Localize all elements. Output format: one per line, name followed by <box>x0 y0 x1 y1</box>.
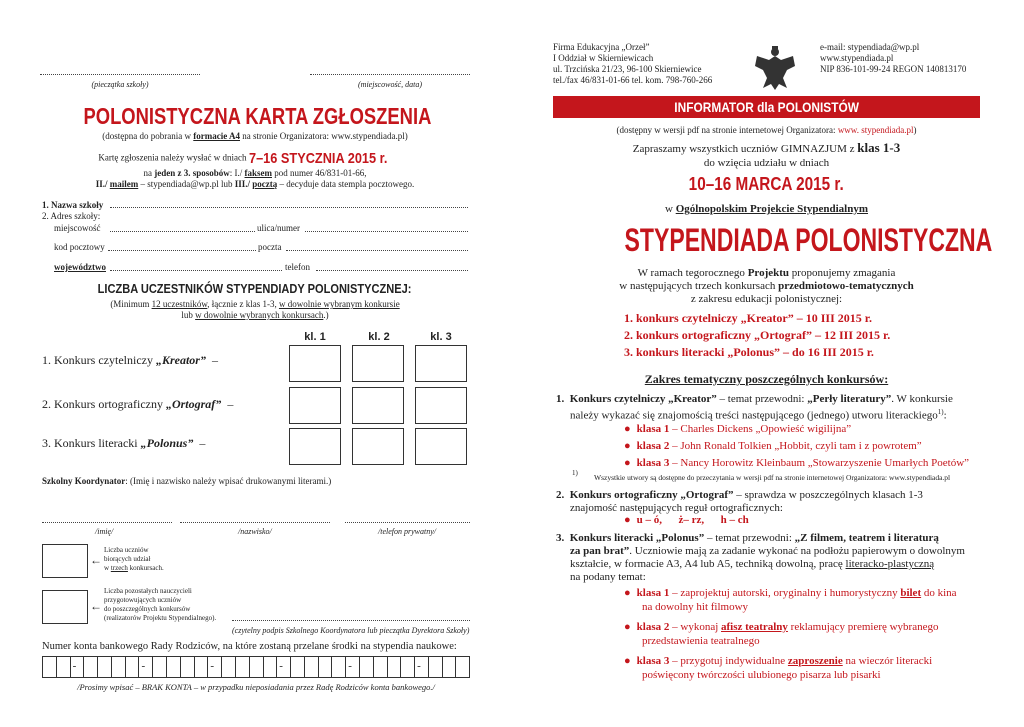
send-instructions: Kartę zgłoszenia należy wysłać w dniach 7–16 STYCZNIA 2015 r. <box>98 150 388 167</box>
street-field[interactable] <box>305 231 468 232</box>
account-cell[interactable] <box>153 657 167 677</box>
account-cell[interactable] <box>388 657 402 677</box>
account-cell[interactable] <box>195 657 209 677</box>
coordinator-label: Szkolny Koordynator: (Imię i nazwisko należy wpisać drukowanymi literami.) <box>42 476 332 486</box>
arrow-left-icon: ← <box>90 553 102 567</box>
account-cell[interactable] <box>443 657 457 677</box>
account-cell[interactable] <box>346 657 360 677</box>
art-task-continuation: przedstawienia teatralnego <box>642 635 760 647</box>
surname-label: /nazwisko/ <box>238 527 272 536</box>
signature-label: (czytelny podpis Szkolnego Koordynatora lub pieczątka Dyrektora Szkoły) <box>232 626 470 635</box>
reading-item: ● klasa 3 – Nancy Horowitz Kleinbaum „Stowarzyszenie Umarłych Poetów” <box>624 457 970 469</box>
phone-label: telefon <box>285 262 310 272</box>
account-cell[interactable] <box>208 657 222 677</box>
contest2-class1-box[interactable] <box>289 387 341 424</box>
participants-title: LICZBA UCZESTNIKÓW STYPENDIADY POLONISTYCZNEJ: <box>98 281 412 296</box>
reading-list <box>624 421 969 472</box>
contest1-class2-box[interactable] <box>352 345 404 382</box>
account-cell[interactable] <box>181 657 195 677</box>
place-date-line <box>310 74 470 75</box>
art-tasks <box>624 586 980 682</box>
teachers-box-note: Liczba pozostałych nauczycieli przygotowujących uczniów do poszczególnych konkursów (realizatorów Projektu Stypendialnego). <box>104 587 217 622</box>
account-cell[interactable] <box>305 657 319 677</box>
school-address-label: 2. Adres szkoły: <box>42 211 101 221</box>
send-methods-line2: II./ mailem – stypendiada@wp.pl lub III./ pocztą – decyduje data stempla pocztowego. <box>95 179 415 189</box>
account-cell[interactable] <box>71 657 85 677</box>
account-cell[interactable] <box>374 657 388 677</box>
teachers-box[interactable] <box>42 590 88 624</box>
send-methods-line: na jeden z 3. sposobów: I./ faksem pod numer 46/831-01-66, <box>143 168 367 178</box>
participants-note2: lub w dowolnie wybranych konkursach.) <box>181 310 329 320</box>
send-dates: 7–16 STYCZNIA 2015 r. <box>248 150 388 167</box>
eagle-emblem-icon <box>753 44 797 94</box>
post-field[interactable] <box>286 250 468 251</box>
scope-title: Zakres tematyczny poszczególnych konkursów: <box>644 372 889 386</box>
scope-section-3: 3. Konkurs literacki „Polonus” – temat przewodni: „Z filmem, teatrem i literaturą za pan brat”. Uczniowie mają za zadanie wykonać na podłożu papierowym o dowolnym kształcie, w formacie A3, A4 lub A5, techniką dowolną, pracę literacko-plastyczną na podany temat: <box>556 532 965 583</box>
bank-account-field[interactable] <box>42 656 470 678</box>
contest1-class1-box[interactable] <box>289 345 341 382</box>
account-cell[interactable] <box>360 657 374 677</box>
contest1-class3-box[interactable] <box>415 345 467 382</box>
stamp-line <box>40 74 200 75</box>
contest3-class2-box[interactable] <box>352 428 404 465</box>
account-cell[interactable] <box>277 657 291 677</box>
intro-text: W ramach tegorocznego Projektu proponujemy zmagania w następujących trzech konkursach przedmiotowo-tematycznych z zakresu edukacji polonistycznej: <box>619 267 914 305</box>
students-three-contests-box[interactable] <box>42 544 88 578</box>
voivodeship-field[interactable] <box>110 270 282 271</box>
school-name-label: 1. Nazwa szkoły <box>42 200 104 210</box>
coordinator-name-field[interactable] <box>42 522 172 523</box>
contest3-class3-box[interactable] <box>415 428 467 465</box>
place-date-label: (miejscowość, data) <box>358 80 422 89</box>
art-task-continuation: na dowolny hit filmowy <box>642 601 749 613</box>
participants-note: (Minimum 12 uczestników, łącznie z klas 1-3, w dowolnie wybranym konkursie <box>110 299 400 309</box>
main-title: STYPENDIADA POLONISTYCZNA <box>624 222 993 258</box>
city-label: miejscowość <box>54 223 101 233</box>
account-note: /Prosimy wpisać – BRAK KONTA – w przypadku nieposiadania przez Radę Rodziców konta bankowego./ <box>77 682 435 692</box>
footnote-num: 1) <box>572 469 578 477</box>
invite-line2: do wzięcia udziału w dniach <box>703 157 830 169</box>
pdf-note: (dostępny w wersji pdf na stronie internetowej Organizatora: www. stypendiada.pl) <box>616 125 917 135</box>
firm-info: Firma Edukacyjna „Orzeł” I Oddział w Skierniewicach ul. Trzcińska 21/23, 96-100 Skierniewice tel./fax 46/831-01-66 tel. kom. 798-760-266 <box>553 42 713 85</box>
project-line: w Ogólnopolskim Projekcie Stypendialnym <box>664 203 869 215</box>
reading-item: ● klasa 1 – Charles Dickens „Opowieść wigilijna” <box>624 423 852 435</box>
account-cell[interactable] <box>112 657 126 677</box>
account-cell[interactable] <box>126 657 140 677</box>
voivodeship-label: województwo <box>54 262 106 272</box>
account-label: Numer konta bankowego Rady Rodziców, na które zostaną przelane środki na stypendia naukowe: <box>42 641 457 652</box>
col-class1: kl. 1 <box>304 331 326 343</box>
account-cell[interactable] <box>98 657 112 677</box>
account-cell[interactable] <box>332 657 346 677</box>
account-cell[interactable] <box>43 657 57 677</box>
contest3-label: 3. Konkurs literacki „Polonus” – <box>42 436 206 450</box>
account-cell[interactable] <box>84 657 98 677</box>
account-cell[interactable] <box>264 657 278 677</box>
account-cell[interactable] <box>222 657 236 677</box>
city-field[interactable] <box>110 231 255 232</box>
contest2-class3-box[interactable] <box>415 387 467 424</box>
invite-line: Zapraszamy wszystkich uczniów GIMNAZJUM z klas 1-3 <box>632 140 901 155</box>
informator-banner: INFORMATOR dla POLONISTÓW <box>553 96 980 118</box>
col-class2: kl. 2 <box>368 331 390 343</box>
account-cell[interactable] <box>456 657 469 677</box>
coordinator-surname-field[interactable] <box>180 522 330 523</box>
ortho-rules: ● u – ó, ż– rz, h – ch <box>624 514 749 526</box>
scope-section-2: 2. Konkurs ortograficzny „Ortograf” – sprawdza w poszczególnych klasach 1-3 znajomość następujących reguł ortograficznych: <box>556 489 923 514</box>
form-title: POLONISTYCZNA KARTA ZGŁOSZENIA <box>83 103 432 129</box>
col-class3: kl. 3 <box>430 331 452 343</box>
phone-field[interactable] <box>316 270 468 271</box>
post-label: poczta <box>258 242 282 252</box>
art-task-item: ● klasa 3 – przygotuj indywidualne zaproszenie na wieczór literacki <box>624 655 933 667</box>
account-cell[interactable] <box>319 657 333 677</box>
contest1-label: 1. Konkurs czytelniczy „Kreator” – <box>42 353 218 367</box>
name-label: /imię/ <box>95 527 114 536</box>
contest3-class1-box[interactable] <box>289 428 341 465</box>
contest-dates: 10–16 MARCA 2015 r. <box>688 174 845 194</box>
contest-list-item: 1. konkurs czytelniczy „Kreator” – 10 III 2015 r. <box>624 311 872 325</box>
stamp-label: (pieczątka szkoły) <box>91 80 149 89</box>
coordinator-phone-field[interactable] <box>345 522 470 523</box>
school-name-field[interactable] <box>110 207 468 208</box>
contact-info: e-mail: stypendiada@wp.pl www.stypendiada.pl NIP 836-101-99-24 REGON 140813170 <box>820 42 967 74</box>
account-cell[interactable] <box>401 657 415 677</box>
zip-field[interactable] <box>108 250 256 251</box>
contest2-label: 2. Konkurs ortograficzny „Ortograf” – <box>42 397 234 411</box>
account-cell[interactable] <box>57 657 71 677</box>
signature-line[interactable] <box>232 620 470 621</box>
contest-list-item: 2. konkurs ortograficzny „Ortograf” – 12 III 2015 r. <box>624 328 891 342</box>
account-cell[interactable] <box>139 657 153 677</box>
footnote: Wszystkie utwory są dostępne do przeczytania w wersji pdf na stronie internetowej Organizatora: www.stypendiada.pl <box>594 473 951 482</box>
account-cell[interactable] <box>250 657 264 677</box>
art-task-item: ● klasa 2 – wykonaj afisz teatralny reklamujący premierę wybranego <box>624 621 939 633</box>
account-cell[interactable] <box>429 657 443 677</box>
account-cell[interactable] <box>236 657 250 677</box>
account-cell[interactable] <box>167 657 181 677</box>
download-format-link[interactable]: formacie A4 <box>193 131 240 141</box>
reading-item: ● klasa 2 – John Ronald Tolkien „Hobbit, czyli tam i z powrotem” <box>624 440 922 452</box>
scope-section-1: 1. Konkurs czytelniczy „Kreator” – temat przewodni: „Perły literatury”. W konkursie należy wykazać się znajomością treści następującego (jednego) utworu literackiego$^{1)}$: <box>556 393 953 422</box>
students-box-note: Liczba uczniów biorących udział w trzech konkursach. <box>104 546 164 572</box>
download-note: (dostępna do pobrania w formacie A4 na stronie Organizatora: www.stypendiada.pl) <box>102 131 408 141</box>
art-task-continuation: poświęcony twórczości ulubionego pisarza lub pisarki <box>642 669 881 681</box>
zip-label: kod pocztowy <box>54 242 105 252</box>
contest-list-item: 3. konkurs literacki „Polonus” – do 16 III 2015 r. <box>624 345 874 359</box>
private-phone-label: /telefon prywatny/ <box>378 527 436 536</box>
street-label: ulica/numer <box>257 223 300 233</box>
account-cell[interactable] <box>415 657 429 677</box>
account-cell[interactable] <box>291 657 305 677</box>
stypendiada-link[interactable]: www. stypendiada.pl <box>837 125 914 135</box>
contest-list <box>624 310 890 361</box>
contest2-class2-box[interactable] <box>352 387 404 424</box>
arrow-left-icon-2: ← <box>90 599 102 613</box>
art-task-item: ● klasa 1 – zaprojektuj autorski, oryginalny i humorystyczny bilet do kina <box>624 587 957 599</box>
